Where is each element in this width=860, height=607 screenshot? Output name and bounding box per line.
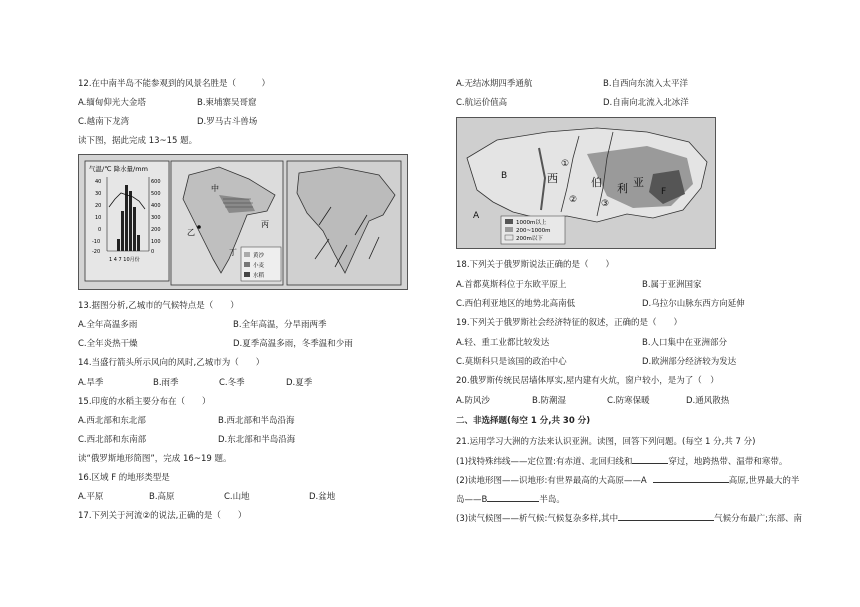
russia-label-bo: 伯: [591, 176, 602, 189]
right-tick-4: 200: [151, 227, 161, 233]
legend-2: 小麦: [253, 263, 265, 269]
right-tick-2: 400: [151, 203, 161, 209]
q17-stem: 17.下列关于河流②的说法,正确的是（ ）: [78, 511, 247, 521]
q15-option-d: D.东北部和半岛沿海: [218, 435, 296, 445]
q13-option-c: C.全年炎热干燥: [78, 339, 138, 349]
river-3: ③: [601, 199, 610, 209]
intro-13-15: 读下图，据此完成 13~15 题。: [78, 136, 198, 146]
russia-label-xi: 西: [547, 172, 558, 185]
q21-part3: [456, 512, 802, 525]
river-2: ②: [569, 195, 578, 205]
q16-option-a: A.平原: [78, 492, 104, 502]
q17-option-a: A.无结冰期四季通航: [456, 79, 533, 89]
map-label-ding: 丁: [229, 248, 237, 257]
q14-stem: 14.当盛行箭头所示风向的风时,乙城市为（ ）: [78, 358, 265, 368]
q15-stem: 15.印度的水稻主要分布在（ ）: [78, 397, 211, 407]
q12-option-c: C.越南下龙湾: [78, 117, 130, 127]
map-label-bing: 丙: [261, 220, 269, 229]
right-tick-5: 100: [151, 239, 161, 245]
q14-option-d: D.夏季: [286, 378, 313, 388]
q21-blank-1[interactable]: [632, 455, 668, 464]
q19-option-a: A.轻、重工业都比较发达: [456, 338, 550, 348]
legend-1: 黄沙: [253, 253, 265, 259]
climate-chart-title: 气温/℃ 降水量/mm: [89, 165, 148, 173]
q16-option-d: D.盆地: [309, 492, 336, 502]
q21-blank-4[interactable]: [618, 512, 714, 521]
q12-option-a: A.缅甸仰光大金塔: [78, 98, 146, 108]
russia-label-ya: 亚: [633, 176, 644, 189]
left-tick-0: 40: [95, 179, 102, 185]
intro-16-19: 读“俄罗斯地形简图”，完成 16~19 题。: [78, 454, 232, 464]
q18-option-d: D.乌拉尔山脉东西方向延伸: [642, 299, 745, 309]
left-tick-2: 20: [95, 203, 102, 209]
q12-stem: 12.在中南半岛不能参观到的风景名胜是（ ）: [78, 79, 271, 89]
label-b: B: [501, 171, 508, 181]
q20-option-c: C.防寒保暖: [607, 396, 650, 406]
q21-part2-text-b: 高原,世界最大的半: [728, 476, 800, 486]
q21-stem: 21.运用学习大洲的方法来认识亚洲。读图，回答下列问题。(每空 1 分,共 7 分): [456, 437, 756, 447]
section-2-heading: 二、非选择题(每空 1 分,共 30 分): [456, 416, 591, 426]
right-tick-0: 600: [151, 179, 161, 185]
right-tick-3: 300: [151, 215, 161, 221]
q17-option-d: D.自南向北流入北冰洋: [603, 98, 689, 108]
left-tick-1: 30: [95, 191, 102, 197]
q13-stem: 13.据图分析,乙城市的气候特点是（ ）: [78, 301, 239, 311]
q21-part2-text-a: (2)读地形图——识地形:有世界最高的大高原——A: [456, 476, 647, 486]
q19-option-c: C.莫斯科只是该国的政治中心: [456, 357, 567, 367]
q16-stem: 16.区域 F 的地形类型是: [78, 473, 170, 483]
q21-part1-text-b: 穿过，地跨热带、温带和寒带。: [668, 457, 788, 467]
q21-part3-text-a: (3)读气候图——析气候:气候复杂多样,其中: [456, 514, 619, 524]
q13-option-b: B.全年高温，分旱雨两季: [233, 320, 327, 330]
q12-option-b: B.柬埔寨吴哥窟: [197, 98, 257, 108]
q19-option-b: B.人口集中在亚洲部分: [642, 338, 728, 348]
q21-part2-cont: [456, 493, 565, 506]
q18-stem: 18.下列关于俄罗斯说法正确的是（ ）: [456, 260, 615, 270]
left-tick-3: 10: [95, 215, 102, 221]
q18-option-c: C.西伯利亚地区的地势北高南低: [456, 299, 576, 309]
left-tick-5: -10: [92, 239, 101, 245]
q19-option-d: D.欧洲部分经济较为发达: [642, 357, 737, 367]
q15-option-c: C.西北部和东南部: [78, 435, 147, 445]
q13-option-a: A.全年高温多雨: [78, 320, 138, 330]
q21-blank-2[interactable]: [653, 474, 729, 483]
russia-legend-3: 200m以下: [516, 236, 543, 242]
q20-option-a: A.防风沙: [456, 396, 490, 406]
q21-part3-text-b: 气候分布最广;东部、南: [714, 514, 802, 524]
left-tick-6: -20: [92, 249, 101, 255]
q14-option-b: B.雨季: [153, 378, 179, 388]
q14-option-c: C.冬季: [219, 378, 245, 388]
q21-part2-text-c: 岛——B: [456, 495, 488, 505]
q21-part1-text-a: (1)找特殊纬线——定位置:有赤道、北回归线和: [456, 457, 633, 467]
q12-option-d: D.罗马古斗兽场: [197, 117, 258, 127]
q20-option-b: B.防潮湿: [532, 396, 567, 406]
label-a: A: [473, 211, 480, 221]
russia-legend-1: 1000m以上: [516, 220, 547, 226]
q20-stem: 20.俄罗斯传统民居墙体厚实,屋内建有火炕，窗户较小，是为了（ ）: [456, 376, 719, 386]
left-tick-4: 0: [98, 227, 102, 233]
legend-3: 水稻: [253, 273, 265, 279]
q16-option-c: C.山地: [224, 492, 250, 502]
q14-option-a: A.旱季: [78, 378, 104, 388]
q18-option-a: A.首都莫斯科位于东欧平原上: [456, 280, 567, 290]
q21-part2: [456, 474, 799, 487]
right-tick-1: 500: [151, 191, 161, 197]
q21-blank-3[interactable]: [487, 493, 539, 502]
q13-option-d: D.夏季高温多雨，冬季温和少雨: [233, 339, 353, 349]
q17-option-b: B.自西向东流入太平洋: [603, 79, 689, 89]
russia-legend-2: 200~1000m: [516, 228, 551, 234]
q19-stem: 19.下列关于俄罗斯社会经济特征的叙述，正确的是（ ）: [456, 318, 683, 328]
map-label-yi: 乙: [187, 228, 195, 237]
q20-option-d: D.通风散热: [686, 396, 730, 406]
q18-option-b: B.属于亚洲国家: [642, 280, 702, 290]
russia-label-li: 利: [617, 182, 628, 195]
q15-option-a: A.西北部和东北部: [78, 416, 146, 426]
months-label: 1 4 7 10月份: [109, 257, 140, 263]
right-tick-6: 0: [151, 249, 155, 255]
map-label-zhong: 中: [211, 184, 219, 193]
q21-part2-text-d: 半岛。: [539, 495, 565, 505]
russia-map-figure: [456, 117, 716, 249]
india-map-figure: [78, 154, 408, 290]
q21-part1: [456, 455, 787, 468]
region-f: F: [661, 187, 667, 197]
river-1: ①: [561, 159, 570, 169]
q17-option-c: C.航运价值高: [456, 98, 508, 108]
q16-option-b: B.高原: [149, 492, 175, 502]
q15-option-b: B.西北部和半岛沿海: [218, 416, 295, 426]
